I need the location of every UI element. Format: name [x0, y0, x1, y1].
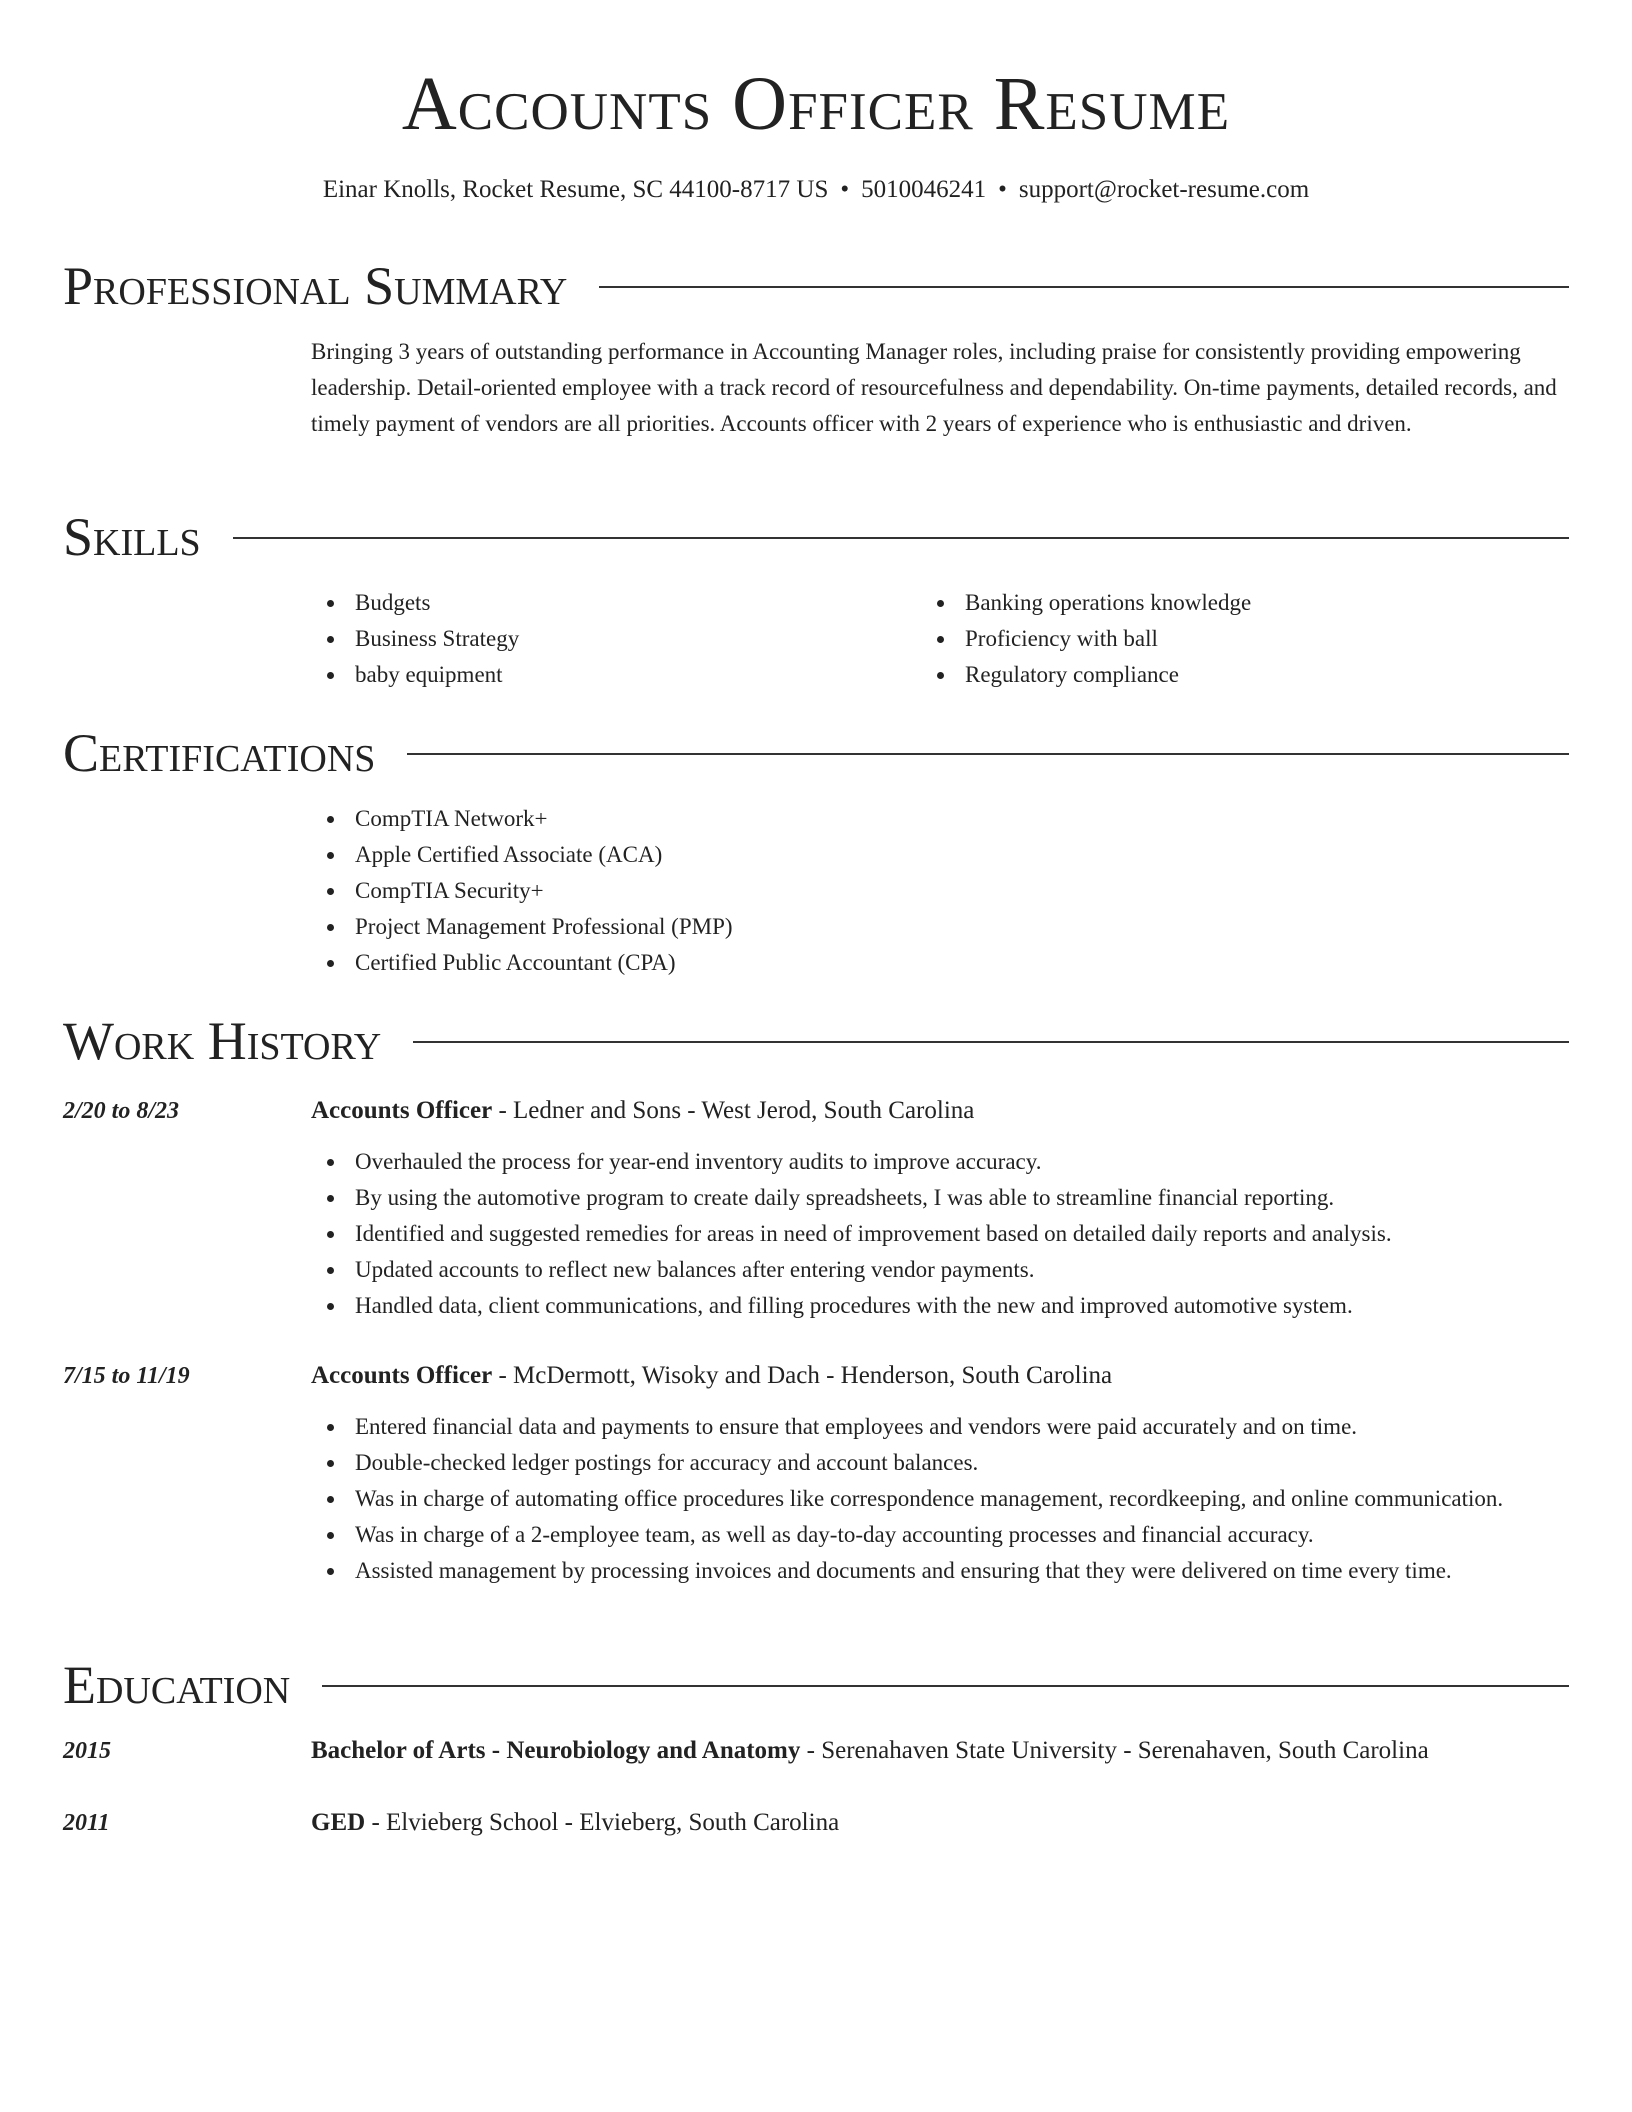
skills-list-right — [921, 585, 1569, 693]
duty-item: Was in charge of automating office procedures like correspondence management, recordkeeping, and online communication. — [355, 1481, 1569, 1517]
duty-item: Handled data, client communications, and filling procedures with the new and improved automotive system. — [355, 1288, 1569, 1324]
certifications-block — [311, 801, 1569, 981]
education-year: 2015 — [63, 1738, 111, 1764]
skill-item: Banking operations knowledge — [965, 585, 1569, 621]
certification-item: Apple Certified Associate (ACA) — [355, 837, 1569, 873]
skills-list-left — [311, 585, 921, 693]
duty-item: Updated accounts to reflect new balances after entering vendor payments. — [355, 1252, 1569, 1288]
section-title-summary: Professional Summary — [63, 256, 568, 316]
education-entry — [311, 1733, 1569, 1769]
skill-item: Budgets — [355, 585, 921, 621]
duty-item: Double-checked ledger postings for accuracy and account balances. — [355, 1445, 1569, 1481]
certification-item: Certified Public Accountant (CPA) — [355, 945, 1569, 981]
certification-item: CompTIA Network+ — [355, 801, 1569, 837]
skill-item: Business Strategy — [355, 621, 921, 657]
job-heading — [311, 1358, 1569, 1394]
education-degree: GED — [311, 1809, 366, 1836]
section-divider — [599, 286, 1569, 288]
duty-item: Entered financial data and payments to ensure that employees and vendors were paid accurately and on time. — [355, 1409, 1569, 1445]
education-year: 2011 — [63, 1810, 110, 1836]
duty-item: Assisted management by processing invoices and documents and ensuring that they were delivered on time every time. — [355, 1553, 1569, 1589]
section-header-certifications — [63, 719, 1569, 787]
job-duties-list — [311, 1144, 1569, 1324]
summary-text: Bringing 3 years of outstanding performance in Accounting Manager roles, including praise for consistently providing empowering leadership. Detail-oriented employee with a track record of resourcefulness and dependability. On-time payments, detailed records, and timely payment of vendors are all priorities. Accounts officer with 2 years of experience who is enthusiastic and driven. — [311, 339, 1557, 436]
contact-address: Einar Knolls, Rocket Resume, SC 44100-8717 US — [322, 176, 829, 203]
education-details: - Serenahaven State University - Serenahaven, South Carolina — [800, 1737, 1429, 1764]
section-title-skills: Skills — [63, 507, 201, 567]
duty-item: By using the automotive program to create daily spreadsheets, I was able to streamline financial reporting. — [355, 1180, 1569, 1216]
education-entry — [311, 1805, 1569, 1841]
section-header-summary — [63, 252, 1569, 320]
contact-separator: • — [840, 176, 850, 203]
skill-item: Proficiency with ball — [965, 621, 1569, 657]
section-title-work-history: Work History — [63, 1011, 382, 1071]
job-dates: 2/20 to 8/23 — [63, 1098, 180, 1124]
section-title-certifications: Certifications — [63, 723, 376, 783]
certification-item: CompTIA Security+ — [355, 873, 1569, 909]
skill-item: Regulatory compliance — [965, 657, 1569, 693]
section-divider — [322, 1685, 1569, 1687]
duty-item: Was in charge of a 2-employee team, as well as day-to-day accounting processes and financial accuracy. — [355, 1517, 1569, 1553]
section-header-skills — [63, 503, 1569, 571]
certification-item: Project Management Professional (PMP) — [355, 909, 1569, 945]
job-duties — [311, 1409, 1569, 1589]
job-title: Accounts Officer — [311, 1362, 493, 1389]
job-title: Accounts Officer — [311, 1097, 493, 1124]
resume-title: Accounts Officer Resume — [401, 62, 1231, 146]
job-dates: 7/15 to 11/19 — [63, 1363, 190, 1389]
job-details: - Ledner and Sons - West Jerod, South Carolina — [492, 1097, 975, 1124]
contact-line — [0, 172, 1632, 208]
contact-email: support@rocket-resume.com — [1018, 176, 1310, 203]
duty-item: Overhauled the process for year-end inventory audits to improve accuracy. — [355, 1144, 1569, 1180]
duty-item: Identified and suggested remedies for areas in need of improvement based on detailed daily reports and analysis. — [355, 1216, 1569, 1252]
section-divider — [407, 753, 1569, 755]
education-details: - Elvieberg School - Elvieberg, South Carolina — [365, 1809, 840, 1836]
section-header-education — [63, 1651, 1569, 1719]
section-divider — [233, 537, 1569, 539]
job-duties-list — [311, 1409, 1569, 1589]
section-divider — [413, 1041, 1569, 1043]
contact-phone: 5010046241 — [861, 176, 987, 203]
job-heading — [311, 1093, 1569, 1129]
section-header-work-history — [63, 1007, 1569, 1075]
education-degree: Bachelor of Arts - Neurobiology and Anatomy — [311, 1737, 801, 1764]
contact-separator: • — [998, 176, 1007, 203]
certifications-list — [311, 801, 1569, 981]
job-duties — [311, 1144, 1569, 1324]
skills-grid — [311, 585, 1569, 693]
section-title-education: Education — [63, 1655, 291, 1715]
skill-item: baby equipment — [355, 657, 921, 693]
job-details: - McDermott, Wisoky and Dach - Henderson, South Carolina — [492, 1362, 1113, 1389]
